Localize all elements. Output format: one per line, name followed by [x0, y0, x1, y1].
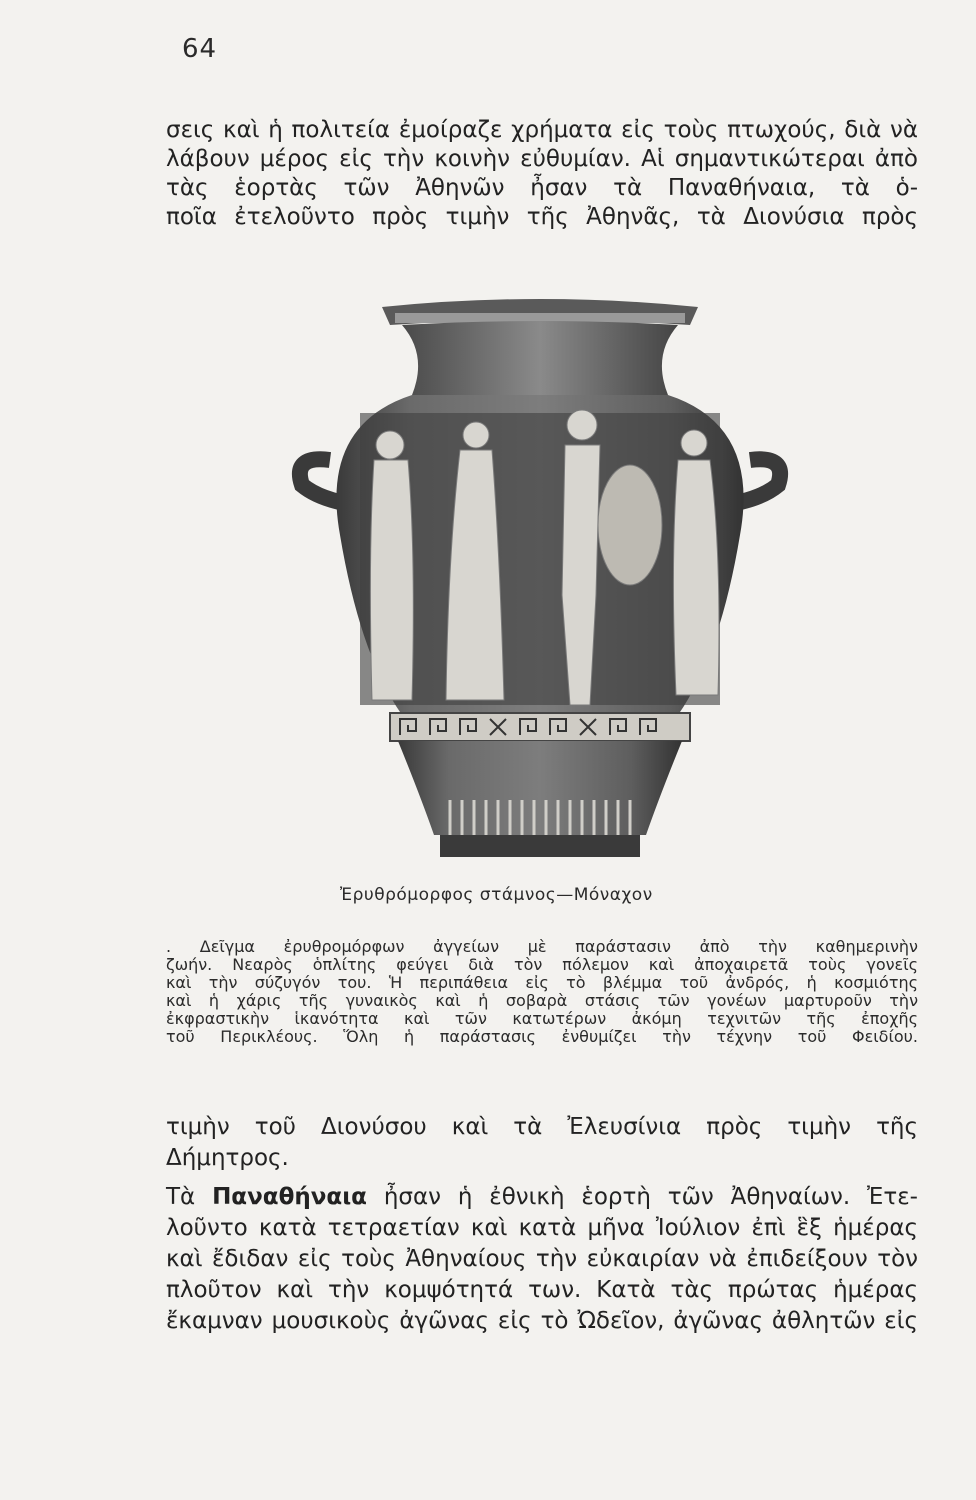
text-line: λάβουν μέρος εἰς τὴν κοινὴν εὐθυμίαν. Αἱ σημαντικώτεραι ἀπὸ — [166, 146, 918, 172]
caption-line: καὶ τὴν σύζυγόν του. Ἡ περιπάθεια εἰς τὸ βλέμμα τοῦ ἀνδρός, ἡ κοσμιότης — [166, 973, 918, 992]
text-line: Δήμητρος. — [166, 1145, 289, 1171]
figure-panel — [360, 413, 720, 705]
caption-line: καὶ ἡ χάρις τῆς γυναικὸς καὶ ἡ σοβαρὰ στάσις τῶν γονέων μαρτυροῦν τὴν — [166, 991, 918, 1010]
vase-lower-body — [398, 741, 682, 835]
page-number: 64 — [182, 34, 218, 64]
text-line — [166, 1182, 918, 1213]
caption-line: ἐκφραστικὴν ἱκανότητα καὶ τῶν κατωτέρων ἀκόμη τεχνιτῶν τῆς ἐποχῆς — [166, 1009, 918, 1028]
text-line: ποῖα ἐτελοῦντο πρὸς τιμὴν τῆς Ἀθηνᾶς, τὰ Διονύσια πρὸς — [166, 204, 918, 230]
bottom-paragraph — [166, 1112, 918, 1337]
text-line: τὰς ἑορτὰς τῶν Ἀθηνῶν ἦσαν τὰ Παναθήναια, τὰ ὁ- — [166, 175, 918, 201]
text-fragment: ἦσαν ἡ ἐθνικὴ ἑορτὴ τῶν Ἀθηναίων. Ἐτε- — [367, 1184, 918, 1210]
text-line: ἔκαμναν μουσικοὺς ἀγῶνας εἰς τὸ Ὠδεῖον, ἀγῶνας ἀθλητῶν εἰς — [166, 1308, 918, 1334]
text-line: τιμὴν τοῦ Διονύσου καὶ τὰ Ἐλευσίνια πρὸς τιμὴν τῆς — [166, 1114, 918, 1140]
vase-neck — [402, 321, 678, 395]
caption-line: . Δεῖγμα ἐρυθρομόρφων ἀγγείων μὲ παράστασιν ἀπὸ τὴν καθημερινὴν — [166, 937, 918, 956]
caption-line: ζωήν. Νεαρὸς ὁπλίτης φεύγει διὰ τὸν πόλεμον καὶ ἀποχαιρετᾶ τοὺς γονεῖς — [166, 955, 918, 974]
text-line: καὶ ἔδιδαν εἰς τοὺς Ἀθηναίους τὴν εὐκαιρίαν νὰ ἐπιδείξουν τὸν — [166, 1246, 918, 1272]
text-line: σεις καὶ ἡ πολιτεία ἐμοίραζε χρήματα εἰς τοὺς πτωχούς, διὰ νὰ — [166, 117, 918, 143]
vase-foot — [440, 835, 640, 857]
stamnos-drawing — [290, 295, 790, 865]
top-paragraph — [166, 116, 918, 232]
text-line: λοῦντο κατὰ τετραετίαν καὶ κατὰ μῆνα Ἰούλιον ἐπὶ ἓξ ἡμέρας — [166, 1215, 918, 1241]
figure-caption-title: Ἐρυθρόμορφος στάμνος—Μόναχον — [340, 885, 653, 905]
figure-caption — [166, 938, 918, 1046]
meander-band — [390, 713, 690, 741]
text-line: πλοῦτον καὶ τὴν κομψότητά των. Κατὰ τὰς πρώτας ἡμέρας — [166, 1277, 918, 1303]
text-fragment: Τὰ — [166, 1184, 213, 1210]
caption-line: τοῦ Περικλέους. Ὅλη ἡ παράστασις ἐνθυμίζει τὴν τέχνην τοῦ Φειδίου. — [166, 1027, 918, 1046]
vase-illustration — [290, 295, 790, 865]
bold-term: Παναθήναια — [212, 1184, 367, 1210]
